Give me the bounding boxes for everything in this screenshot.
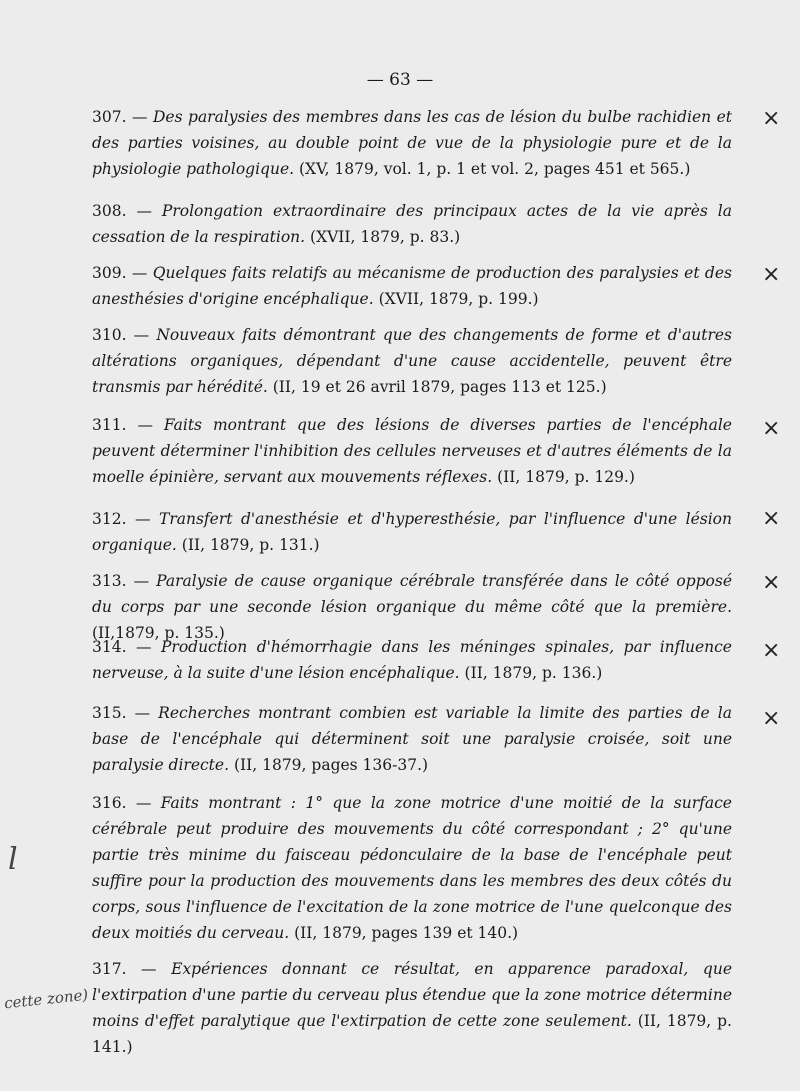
cross-mark: × [762, 416, 781, 441]
entry-title: Paralysie de cause organique cérébrale transférée dans le côté opposé du corps par une seconde lésion organique du même côté que la première. [92, 572, 732, 616]
entry-title: Production d'hémorrhagie dans les méninges spinales, par influence nerveuse, à la suite d'une lésion encéphalique. [92, 638, 732, 682]
entry-number: 315. — [92, 704, 151, 722]
entry-number: 314. — [92, 638, 152, 656]
entry-309 [92, 260, 732, 312]
entry-314 [92, 634, 732, 686]
entry-title: Transfert d'anesthésie et d'hyperesthésie, par l'influence d'une lésion organique. [92, 510, 732, 554]
entry-316 [92, 790, 732, 946]
entry-title: Nouveaux faits démontrant que des changements de forme et d'autres altérations organiques, dépendant d'une cause accidentelle, peuvent être transmis par hérédité. [92, 326, 732, 396]
entry-number: 316. — [92, 794, 152, 812]
entry-reference: (XVII, 1879, p. 199.) [378, 290, 539, 308]
entry-307 [92, 104, 732, 182]
cross-mark: × [762, 706, 781, 731]
entry-number: 309. — [92, 264, 148, 282]
cross-mark: × [762, 262, 781, 287]
entry-reference: (XVII, 1879, p. 83.) [310, 228, 461, 246]
entry-number: 317. — [92, 960, 157, 978]
entry-reference: (II, 1879, p. 131.) [181, 536, 320, 554]
entry-title: Recherches montrant combien est variable la limite des parties de la base de l'encéphale qui déterminent soit une paralysie croisée, soit une paralysie directe. [92, 704, 732, 774]
entry-number: 310. — [92, 326, 150, 344]
entry-311 [92, 412, 732, 490]
margin-note: l [8, 842, 18, 877]
entry-number: 308. — [92, 202, 152, 220]
entry-title: Faits montrant : 1° que la zone motrice d'une moitié de la surface cérébrale peut produire des mouvements du côté correspondant ; 2° qu'une partie très minime du faisceau pédonculaire de la base de l'encéphale peut suffire pour la production des mouvements dans les membres des deux côtés du corps, sous l'influence de l'excitation de la zone motrice de l'une quelconque des deux moitiés du cerveau. [92, 794, 732, 942]
entry-reference: (II, 1879, p. 136.) [464, 664, 603, 682]
entry-number: 312. — [92, 510, 151, 528]
entry-title: Expériences donnant ce résultat, en apparence paradoxal, que l'extirpation d'une partie du cerveau plus étendue que la zone motrice détermine moins d'effet paralytique que l'extirpation de cette zone seulement. [92, 960, 732, 1030]
entry-number: 307. — [92, 108, 148, 126]
entry-title: Des paralysies des membres dans les cas de lésion du bulbe rachidien et des parties voisines, au double point de vue de la physiologie pure et de la physiologie pathologique. [92, 108, 732, 178]
entry-title: Faits montrant que des lésions de diverses parties de l'encéphale peuvent déterminer l'inhibition des cellules nerveuses et d'autres éléments de la moelle épinière, servant aux mouvements réflexes. [92, 416, 732, 486]
entry-number: 313. — [92, 572, 150, 590]
entry-title: Prolongation extraordinaire des principaux actes de la vie après la cessation de la respiration. [92, 202, 732, 246]
entry-reference: (II, 1879, pages 136-37.) [233, 756, 429, 774]
cross-mark: × [762, 106, 781, 131]
entry-312 [92, 506, 732, 558]
page-number: — 63 — [366, 70, 434, 90]
entry-315 [92, 700, 732, 778]
entry-reference: (II,1879, p. 135.) [92, 624, 225, 642]
entry-reference: (II, 1879, p. 141.) [92, 1012, 732, 1056]
entry-reference: (XV, 1879, vol. 1, p. 1 et vol. 2, pages 451 et 565.) [299, 160, 691, 178]
entry-reference: (II, 1879, pages 139 et 140.) [294, 924, 519, 942]
entry-310 [92, 322, 732, 400]
entry-reference: (II, 19 et 26 avril 1879, pages 113 et 125.) [272, 378, 607, 396]
margin-note: cette zone) [3, 985, 90, 1013]
entry-title: Quelques faits relatifs au mécanisme de production des paralysies et des anesthésies d'origine encéphalique. [92, 264, 732, 308]
entry-317 [92, 956, 732, 1060]
cross-mark: × [762, 638, 781, 663]
entry-reference: (II, 1879, p. 129.) [497, 468, 635, 486]
cross-mark: × [762, 506, 781, 531]
entry-308 [92, 198, 732, 250]
entry-number: 311. — [92, 416, 153, 434]
cross-mark: × [762, 570, 781, 595]
